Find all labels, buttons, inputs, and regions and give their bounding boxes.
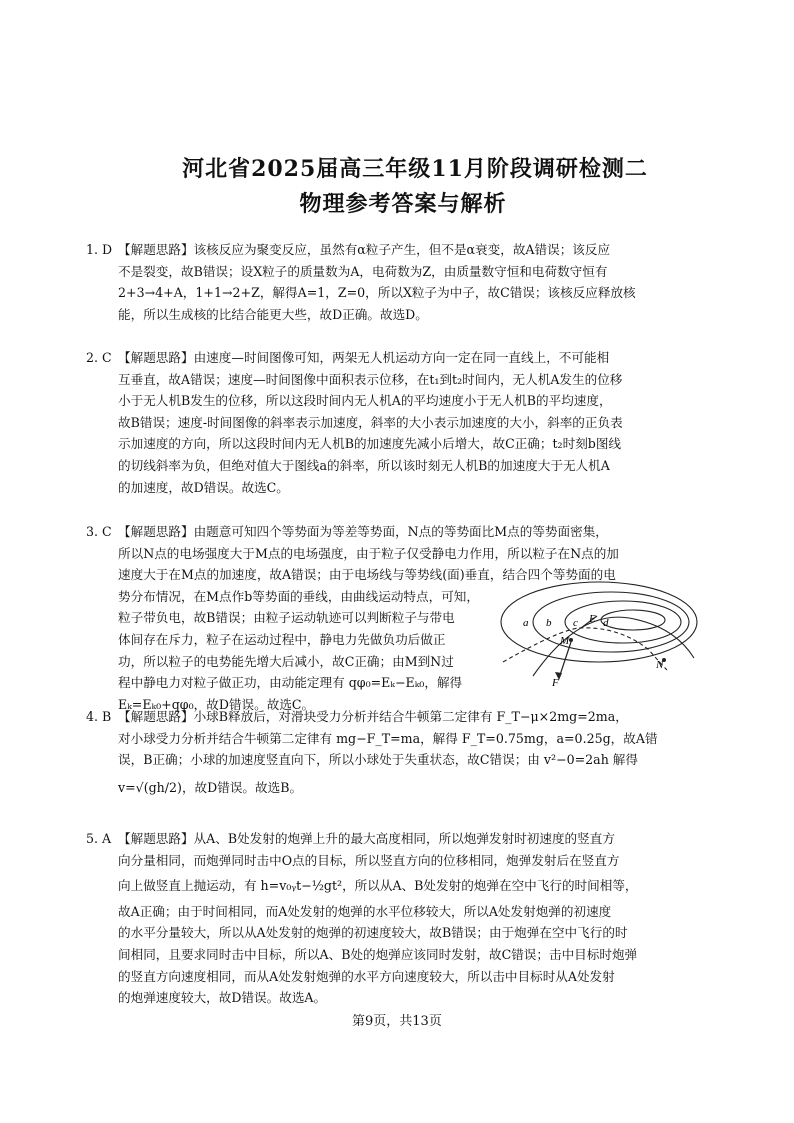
answer-line: 不是裂变，故B错误；设X粒子的质量数为A，电荷数为Z，由质量数守恒和电荷数守恒有: [118, 263, 608, 279]
answer-line: 所以N点的电场强度大于M点的电场强度，由于粒子仅受静电力作用，所以粒子在N点的加: [118, 545, 619, 561]
answer-1: [86, 239, 704, 325]
answer-line: 【解题思路】由速度—时间图像可知，两架无人机运动方向一定在同一直线上，不可能相: [118, 350, 610, 365]
equipotential-a: [501, 582, 697, 662]
answer-line: 【解题思路】由题意可知四个等势面为等差等势面，N点的等势面比M点的等势面密集，: [118, 524, 608, 539]
page-title: 河北省2025届高三年级11月阶段调研检测二: [182, 156, 648, 182]
answer-line: 【解题思路】小球B释放后，对滑块受力分析并结合牛顿第二定律有 F_T−μ×2mg=2ma，: [118, 709, 628, 724]
answer-line: 间相同，且要求同时击中目标，所以A、B处的炮弹应该同时发射，故C错误；击中目标时炮弹: [118, 946, 638, 962]
equipotential-diagram: [499, 580, 709, 688]
answer-line: Eₖ=Eₖ₀+qφ₀，故D错误。故选C。: [118, 696, 315, 712]
answer-line: 体间存在斥力，粒子在运动过程中，静电力先做负功后做正: [118, 631, 446, 647]
equipotential-d: [601, 610, 665, 630]
answer-number: 5. A: [86, 831, 112, 846]
answer-line: 【解题思路】从A、B处发射的炮弹上升的最大高度相同，所以炮弹发射时初速度的竖直方: [118, 831, 615, 846]
label-a: a: [523, 617, 529, 629]
answer-number: 1. D: [86, 242, 113, 257]
label-f: F: [552, 677, 559, 688]
label-m: M: [560, 635, 570, 647]
answer-line: 示加速度的方向，所以这段时间内无人机B的加速度先减小后增大，故C正确；t₂时刻b图线: [118, 436, 622, 452]
answer-line: 向分量相同，而炮弹同时击中O点的目标，所以竖直方向的位移相同，炮弹发射后在竖直方: [118, 852, 620, 868]
label-d: d: [603, 617, 609, 629]
label-c: c: [573, 617, 578, 629]
answer-line: 的水平分量较大，所以从A处发射的炮弹的初速度较大，故B错误；由于炮弹在空中飞行的时: [118, 925, 628, 941]
answer-line: v=√(gh/2)，故D错误。故选B。: [118, 779, 303, 795]
answer-line: 的切线斜率为负，但绝对值大于图线a的斜率，所以该时刻无人机B的加速度大于无人机A: [118, 457, 610, 473]
answer-number: 3. C: [86, 524, 112, 539]
answer-3-wrapped-text: [118, 607, 496, 715]
answer-line: 势分布情况，在M点作b等势面的垂线，由曲线运动特点，可知，: [118, 588, 479, 604]
answer-line: 互垂直，故A错误；速度—时间图像中面积表示位移，在t₁到t₂时间内，无人机A发生的位移: [118, 371, 623, 387]
answer-line: 粒子带负电，故B错误；由粒子运动轨迹可以判断粒子与带电: [118, 610, 455, 626]
answer-number: 4. B: [86, 709, 112, 724]
potential-line: [533, 617, 694, 676]
label-b: b: [546, 617, 552, 629]
answer-5: [86, 828, 704, 1009]
answer-number: 2. C: [86, 350, 112, 365]
answer-line: 的炮弹速度较大，故D错误。故选A。: [118, 990, 327, 1006]
answer-4: [86, 706, 704, 798]
answer-line: 向上做竖直上抛运动，有 h=v₀ᵧt−½gt²，所以从A、B处发射的炮弹在空中飞行的时间相等，: [118, 878, 638, 894]
label-e: E: [589, 613, 596, 625]
answer-line: 【解题思路】该核反应为聚变反应，虽然有α粒子产生，但不是α衰变，故A错误；该反应: [118, 242, 611, 257]
answer-line: 速度大于在M点的加速度，故A错误；由于电场线与等势线(面)垂直，结合四个等势面的电: [118, 567, 616, 583]
label-n: N: [656, 659, 664, 671]
answer-line: 故A正确；由于时间相同，而A处发射的炮弹的水平位移较大，所以A处发射炮弹的初速度: [118, 903, 612, 919]
answer-line: 程中静电力对粒子做正功，由动能定理有 qφ₀=Eₖ−Eₖ₀，解得: [118, 675, 463, 691]
page-subtitle: 物理参考答案与解析: [299, 191, 507, 217]
point-m: [569, 638, 573, 642]
answer-line: 功，所以粒子的电势能先增大后减小，故C正确；由M到N过: [118, 653, 454, 669]
answer-line: 误，B正确；小球的加速度竖直向下，所以小球处于失重状态，故C错误；由 v²−0=2ah 解得: [118, 752, 638, 768]
answer-line: 的加速度，故D错误。故选C。: [118, 479, 289, 495]
answer-line: 的竖直方向速度相同，而从A处发射炮弹的水平方向速度较大，所以击中目标时从A处发射: [118, 968, 615, 984]
answer-line: 对小球受力分析并结合牛顿第二定律有 mg−F_T=ma，解得 F_T=0.75mg，a=0.25g，故A错: [118, 730, 658, 746]
answer-2: [86, 347, 704, 498]
answer-line: 小于无人机B发生的位移，所以这段时间内无人机A的平均速度小于无人机B的平均速度，: [118, 393, 612, 409]
answer-line: 故B错误；速度-时间图像的斜率表示加速度，斜率的大小表示加速度的大小，斜率的正负表: [118, 414, 623, 430]
equipotential-c: [565, 601, 681, 643]
answer-line: 能，所以生成核的比结合能更大些，故D正确。故选D。: [118, 306, 428, 322]
answer-line: 2+3→4+A，1+1→2+Z，解得A=1，Z=0，所以X粒子为中子，故C错误；该核反应释放核: [118, 285, 636, 301]
page-number: 第9页，共13页: [350, 1010, 444, 1029]
